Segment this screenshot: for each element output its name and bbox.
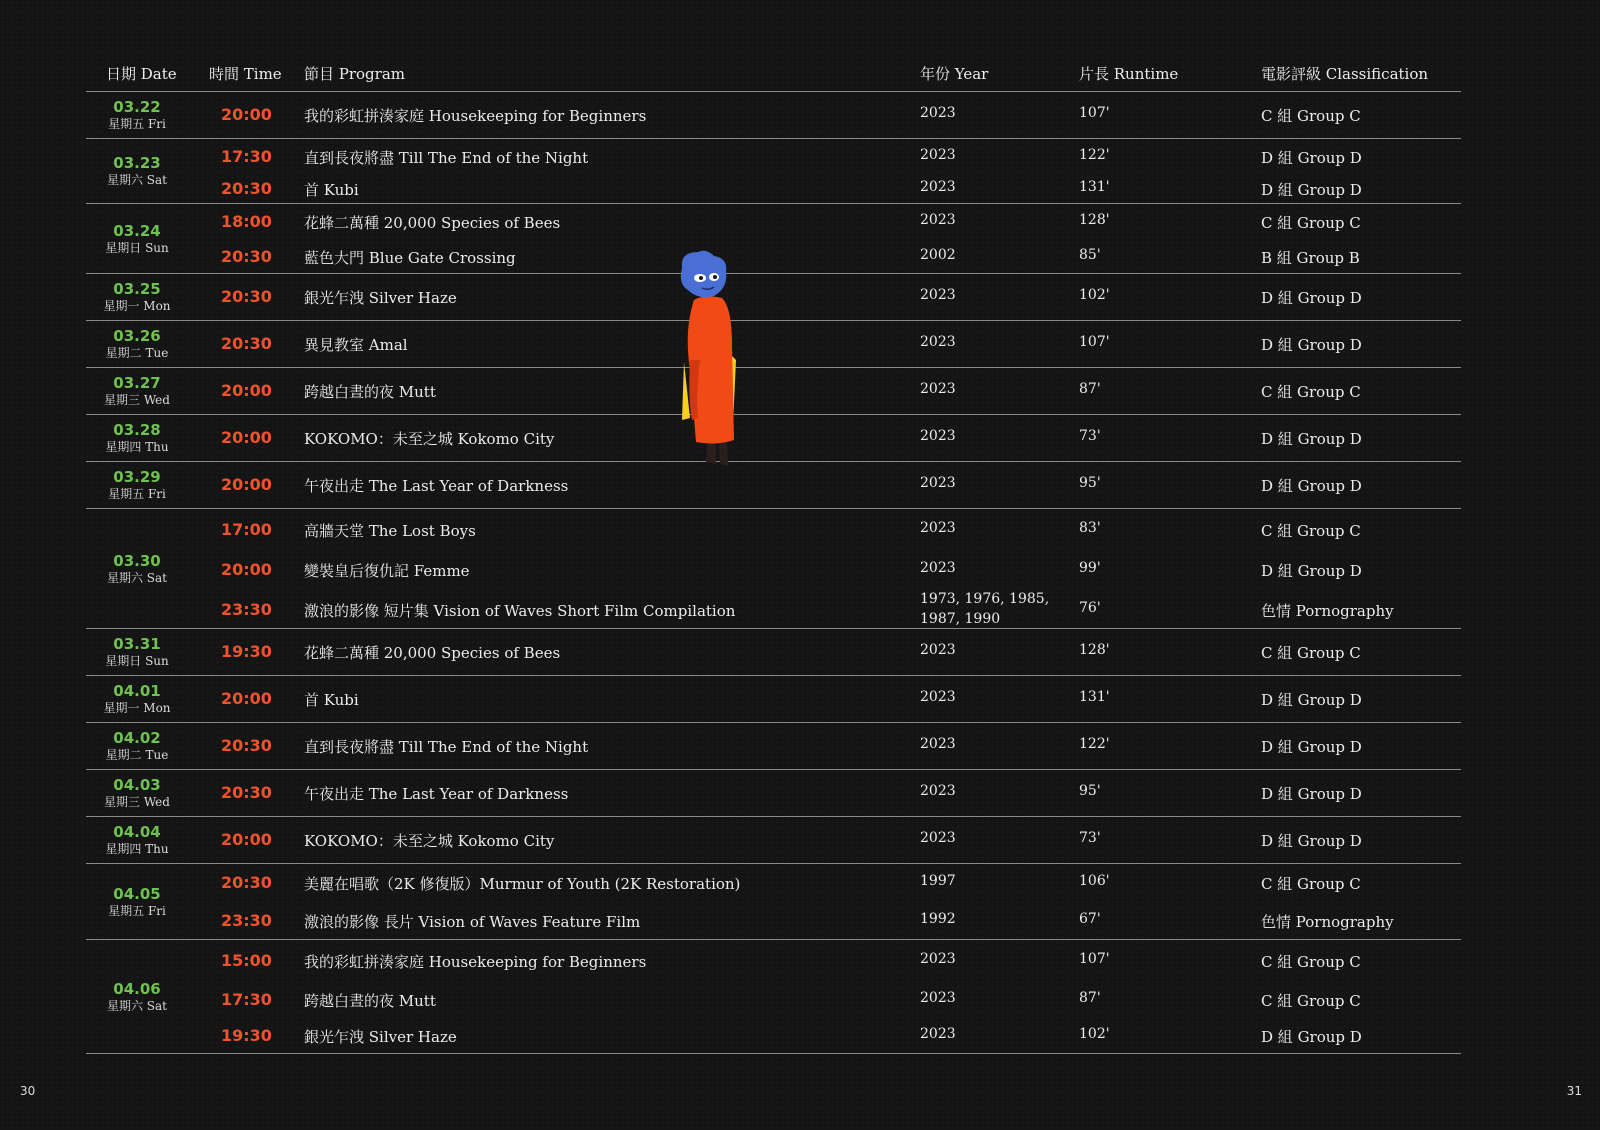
program-title: 激浪的影像 長片 Vision of Waves Feature Film	[304, 913, 641, 931]
program-classification: D 組 Group D	[1261, 430, 1362, 448]
program-title: 銀光乍洩 Silver Haze	[304, 289, 457, 307]
program-runtime: 131'	[1079, 179, 1110, 195]
date-number: 03.23	[113, 154, 161, 172]
program-title: 藍色大門 Blue Gate Crossing	[304, 249, 516, 267]
program-title: 花蜂二萬種 20,000 Species of Bees	[304, 214, 561, 232]
program-title: 銀光乍洩 Silver Haze	[304, 1028, 457, 1046]
date-number: 04.02	[113, 729, 161, 747]
weekday: 星期六 Sat	[106, 173, 167, 187]
schedule-day	[86, 940, 1461, 1054]
program-classification: C 組 Group C	[1261, 214, 1361, 232]
screening-time: 17:30	[221, 147, 272, 166]
weekday: 星期五 Fri	[108, 487, 166, 501]
program-classification: D 組 Group D	[1261, 289, 1362, 307]
program-year: 2002	[920, 247, 956, 263]
program-title: 花蜂二萬種 20,000 Species of Bees	[304, 644, 561, 662]
program-year: 2023	[920, 736, 956, 752]
program-runtime: 87'	[1079, 990, 1101, 1006]
screening-row	[86, 102, 1461, 126]
program-title: 我的彩虹拼湊家庭 Housekeeping for Beginners	[304, 107, 647, 125]
program-classification: C 組 Group C	[1261, 383, 1361, 401]
program-title: 直到長夜將盡 Till The End of the Night	[304, 149, 589, 167]
program-runtime: 128'	[1079, 642, 1110, 658]
weekday: 星期一 Mon	[103, 299, 171, 313]
program-runtime: 67'	[1079, 911, 1101, 927]
screening-row	[86, 827, 1461, 851]
program-classification: D 組 Group D	[1261, 1028, 1362, 1046]
screening-time: 18:00	[221, 212, 272, 231]
page-number-right: 31	[1566, 1084, 1582, 1098]
program-runtime: 122'	[1079, 147, 1110, 163]
program-runtime: 73'	[1079, 830, 1101, 846]
program-classification: C 組 Group C	[1261, 875, 1361, 893]
header-date: 日期 Date	[106, 65, 177, 83]
program-year: 2023	[920, 783, 956, 799]
date-number: 03.29	[113, 468, 161, 486]
program-classification: D 組 Group D	[1261, 336, 1362, 354]
program-year: 2023	[920, 475, 956, 491]
screening-row	[86, 425, 1461, 449]
weekday: 星期六 Sat	[106, 998, 167, 1013]
program-classification: D 組 Group D	[1261, 738, 1362, 756]
schedule-day	[86, 723, 1461, 770]
weekday: 星期二 Tue	[105, 748, 169, 762]
program-year: 2023	[920, 428, 956, 444]
program-year: 2023	[920, 147, 956, 163]
program-runtime: 102'	[1079, 1026, 1110, 1042]
weekday: 星期三 Wed	[104, 795, 170, 809]
screening-time: 17:30	[221, 990, 272, 1009]
weekday: 星期二 Tue	[105, 346, 169, 360]
schedule-day	[86, 817, 1461, 864]
program-year: 2023	[920, 830, 956, 846]
date-number: 03.25	[113, 280, 161, 298]
schedule-day	[86, 509, 1461, 629]
program-runtime: 107'	[1079, 951, 1110, 967]
program-classification: D 組 Group D	[1261, 832, 1362, 850]
header-classification: 電影評級 Classification	[1261, 65, 1429, 83]
page-number-left: 30	[20, 1084, 36, 1098]
program-classification: D 組 Group D	[1261, 477, 1362, 495]
date-number: 03.24	[113, 221, 161, 240]
program-title: 午夜出走 The Last Year of Darkness	[304, 785, 569, 803]
program-year: 2023	[920, 212, 956, 228]
program-classification: C 組 Group C	[1261, 522, 1361, 540]
screening-row	[86, 908, 1461, 932]
program-classification: D 組 Group D	[1261, 149, 1362, 167]
date-number: 04.04	[113, 823, 161, 841]
screening-time: 20:30	[221, 873, 272, 892]
screening-time: 20:00	[221, 689, 272, 708]
weekday: 星期五 Fri	[108, 903, 166, 918]
header-time: 時間 Time	[209, 65, 282, 83]
program-classification: D 組 Group D	[1261, 785, 1362, 803]
schedule-day	[86, 415, 1461, 462]
program-year: 1973, 1976, 1985, 1987, 1990	[920, 591, 1050, 627]
screening-row	[86, 284, 1461, 308]
screening-time: 17:00	[221, 520, 272, 539]
screening-row	[86, 686, 1461, 710]
program-runtime: 73'	[1079, 428, 1101, 444]
program-runtime: 107'	[1079, 105, 1110, 121]
screening-time: 20:30	[221, 287, 272, 306]
screening-row	[86, 472, 1461, 496]
program-year: 1997	[920, 873, 956, 889]
program-classification: D 組 Group D	[1261, 562, 1362, 580]
date-number: 04.03	[113, 776, 161, 794]
date-number: 03.26	[113, 327, 161, 345]
program-year: 1992	[920, 911, 956, 927]
program-year: 2023	[920, 179, 956, 195]
screening-row	[86, 780, 1461, 804]
program-year: 2023	[920, 990, 956, 1006]
program-year: 2023	[920, 105, 956, 121]
program-runtime: 95'	[1079, 783, 1101, 799]
schedule-day	[86, 770, 1461, 817]
program-year: 2023	[920, 560, 956, 576]
program-classification: C 組 Group C	[1261, 992, 1361, 1010]
screening-row	[86, 987, 1461, 1011]
date-number: 03.31	[113, 635, 161, 653]
screening-row	[86, 870, 1461, 894]
screening-time: 23:30	[221, 600, 272, 619]
screening-time: 20:00	[221, 381, 272, 400]
header-program: 節目 Program	[304, 65, 406, 83]
program-runtime: 99'	[1079, 560, 1101, 576]
header-runtime: 片長 Runtime	[1079, 65, 1179, 83]
screening-row	[86, 331, 1461, 355]
program-classification: C 組 Group C	[1261, 107, 1361, 125]
program-classification: B 組 Group B	[1261, 249, 1360, 267]
screening-row	[86, 209, 1461, 233]
program-runtime: 131'	[1079, 689, 1110, 705]
program-year: 2023	[920, 334, 956, 350]
program-year: 2023	[920, 520, 956, 536]
screening-time: 20:30	[221, 736, 272, 755]
program-runtime: 128'	[1079, 212, 1110, 228]
program-runtime: 102'	[1079, 287, 1110, 303]
program-title: 異見教室 Amal	[304, 336, 408, 354]
weekday: 星期四 Thu	[105, 440, 169, 454]
screening-time: 20:00	[221, 105, 272, 124]
program-title: 我的彩虹拼湊家庭 Housekeeping for Beginners	[304, 953, 647, 971]
program-classification: D 組 Group D	[1261, 691, 1362, 709]
date-number: 04.06	[113, 979, 161, 998]
program-year: 2023	[920, 287, 956, 303]
weekday: 星期五 Fri	[108, 117, 166, 131]
date-number: 03.22	[113, 98, 161, 116]
screening-row	[86, 557, 1461, 581]
screening-row	[86, 733, 1461, 757]
weekday: 星期日 Sun	[105, 240, 169, 255]
weekday: 星期日 Sun	[105, 654, 169, 668]
screening-time: 23:30	[221, 911, 272, 930]
schedule-day	[86, 368, 1461, 415]
program-title: KOKOMO：未至之城 Kokomo City	[304, 832, 555, 850]
program-title: 首 Kubi	[304, 181, 359, 199]
screening-time: 20:30	[221, 783, 272, 802]
screening-row	[86, 144, 1461, 168]
program-classification: 色情 Pornography	[1261, 602, 1394, 620]
schedule-day	[86, 321, 1461, 368]
screening-time: 20:00	[221, 560, 272, 579]
date-number: 04.05	[113, 884, 161, 903]
weekday: 星期一 Mon	[103, 701, 171, 715]
screening-row	[86, 517, 1461, 541]
screening-time: 20:00	[221, 475, 272, 494]
program-runtime: 122'	[1079, 736, 1110, 752]
screening-time: 20:00	[221, 428, 272, 447]
screening-time: 20:30	[221, 179, 272, 198]
date-number: 04.01	[113, 682, 161, 700]
schedule-day	[86, 139, 1461, 204]
screening-time: 19:30	[221, 642, 272, 661]
program-runtime: 87'	[1079, 381, 1101, 397]
program-classification: D 組 Group D	[1261, 181, 1362, 199]
schedule-day	[86, 204, 1461, 274]
date-number: 03.30	[113, 551, 161, 570]
weekday: 星期三 Wed	[104, 393, 170, 407]
screening-time: 20:30	[221, 334, 272, 353]
date-number: 03.28	[113, 421, 161, 439]
schedule-day	[86, 92, 1461, 139]
program-title: 直到長夜將盡 Till The End of the Night	[304, 738, 589, 756]
screening-time: 19:30	[221, 1026, 272, 1045]
program-runtime: 85'	[1079, 247, 1101, 263]
program-runtime: 95'	[1079, 475, 1101, 491]
program-year: 2023	[920, 1026, 956, 1042]
program-title: KOKOMO：未至之城 Kokomo City	[304, 430, 555, 448]
figure-illustration	[676, 250, 746, 480]
program-title: 美麗在唱歌（2K 修復版）Murmur of Youth (2K Restoration)	[304, 875, 741, 893]
schedule-day	[86, 274, 1461, 321]
program-classification: 色情 Pornography	[1261, 913, 1394, 931]
program-runtime: 106'	[1079, 873, 1110, 889]
schedule-table	[86, 92, 1461, 1054]
schedule-day	[86, 864, 1461, 940]
program-title: 激浪的影像 短片集 Vision of Waves Short Film Compilation	[304, 602, 736, 620]
program-title: 變裝皇后復仇記 Femme	[304, 562, 470, 580]
date-number: 03.27	[113, 374, 161, 392]
program-runtime: 83'	[1079, 520, 1101, 536]
schedule-day	[86, 629, 1461, 676]
screening-row	[86, 639, 1461, 663]
screening-row	[86, 378, 1461, 402]
screening-time: 15:00	[221, 951, 272, 970]
screening-row	[86, 948, 1461, 972]
screening-row	[86, 176, 1461, 200]
program-title: 午夜出走 The Last Year of Darkness	[304, 477, 569, 495]
program-runtime: 107'	[1079, 334, 1110, 350]
header-year: 年份 Year	[920, 65, 989, 83]
table-header	[86, 55, 1461, 92]
program-year: 2023	[920, 642, 956, 658]
screening-time: 20:00	[221, 830, 272, 849]
screening-row	[86, 591, 1461, 627]
program-title: 跨越白晝的夜 Mutt	[304, 383, 436, 401]
program-classification: C 組 Group C	[1261, 644, 1361, 662]
schedule-day	[86, 676, 1461, 723]
schedule-day	[86, 462, 1461, 509]
screening-row	[86, 244, 1461, 268]
program-classification: C 組 Group C	[1261, 953, 1361, 971]
program-year: 2023	[920, 689, 956, 705]
program-title: 高牆天堂 The Lost Boys	[304, 522, 476, 540]
screening-time: 20:30	[221, 247, 272, 266]
screening-row	[86, 1023, 1461, 1047]
program-year: 2023	[920, 381, 956, 397]
program-year: 2023	[920, 951, 956, 967]
weekday: 星期四 Thu	[105, 842, 169, 856]
weekday: 星期六 Sat	[106, 570, 167, 585]
program-runtime: 76'	[1079, 600, 1101, 616]
program-title: 首 Kubi	[304, 691, 359, 709]
program-title: 跨越白晝的夜 Mutt	[304, 992, 436, 1010]
